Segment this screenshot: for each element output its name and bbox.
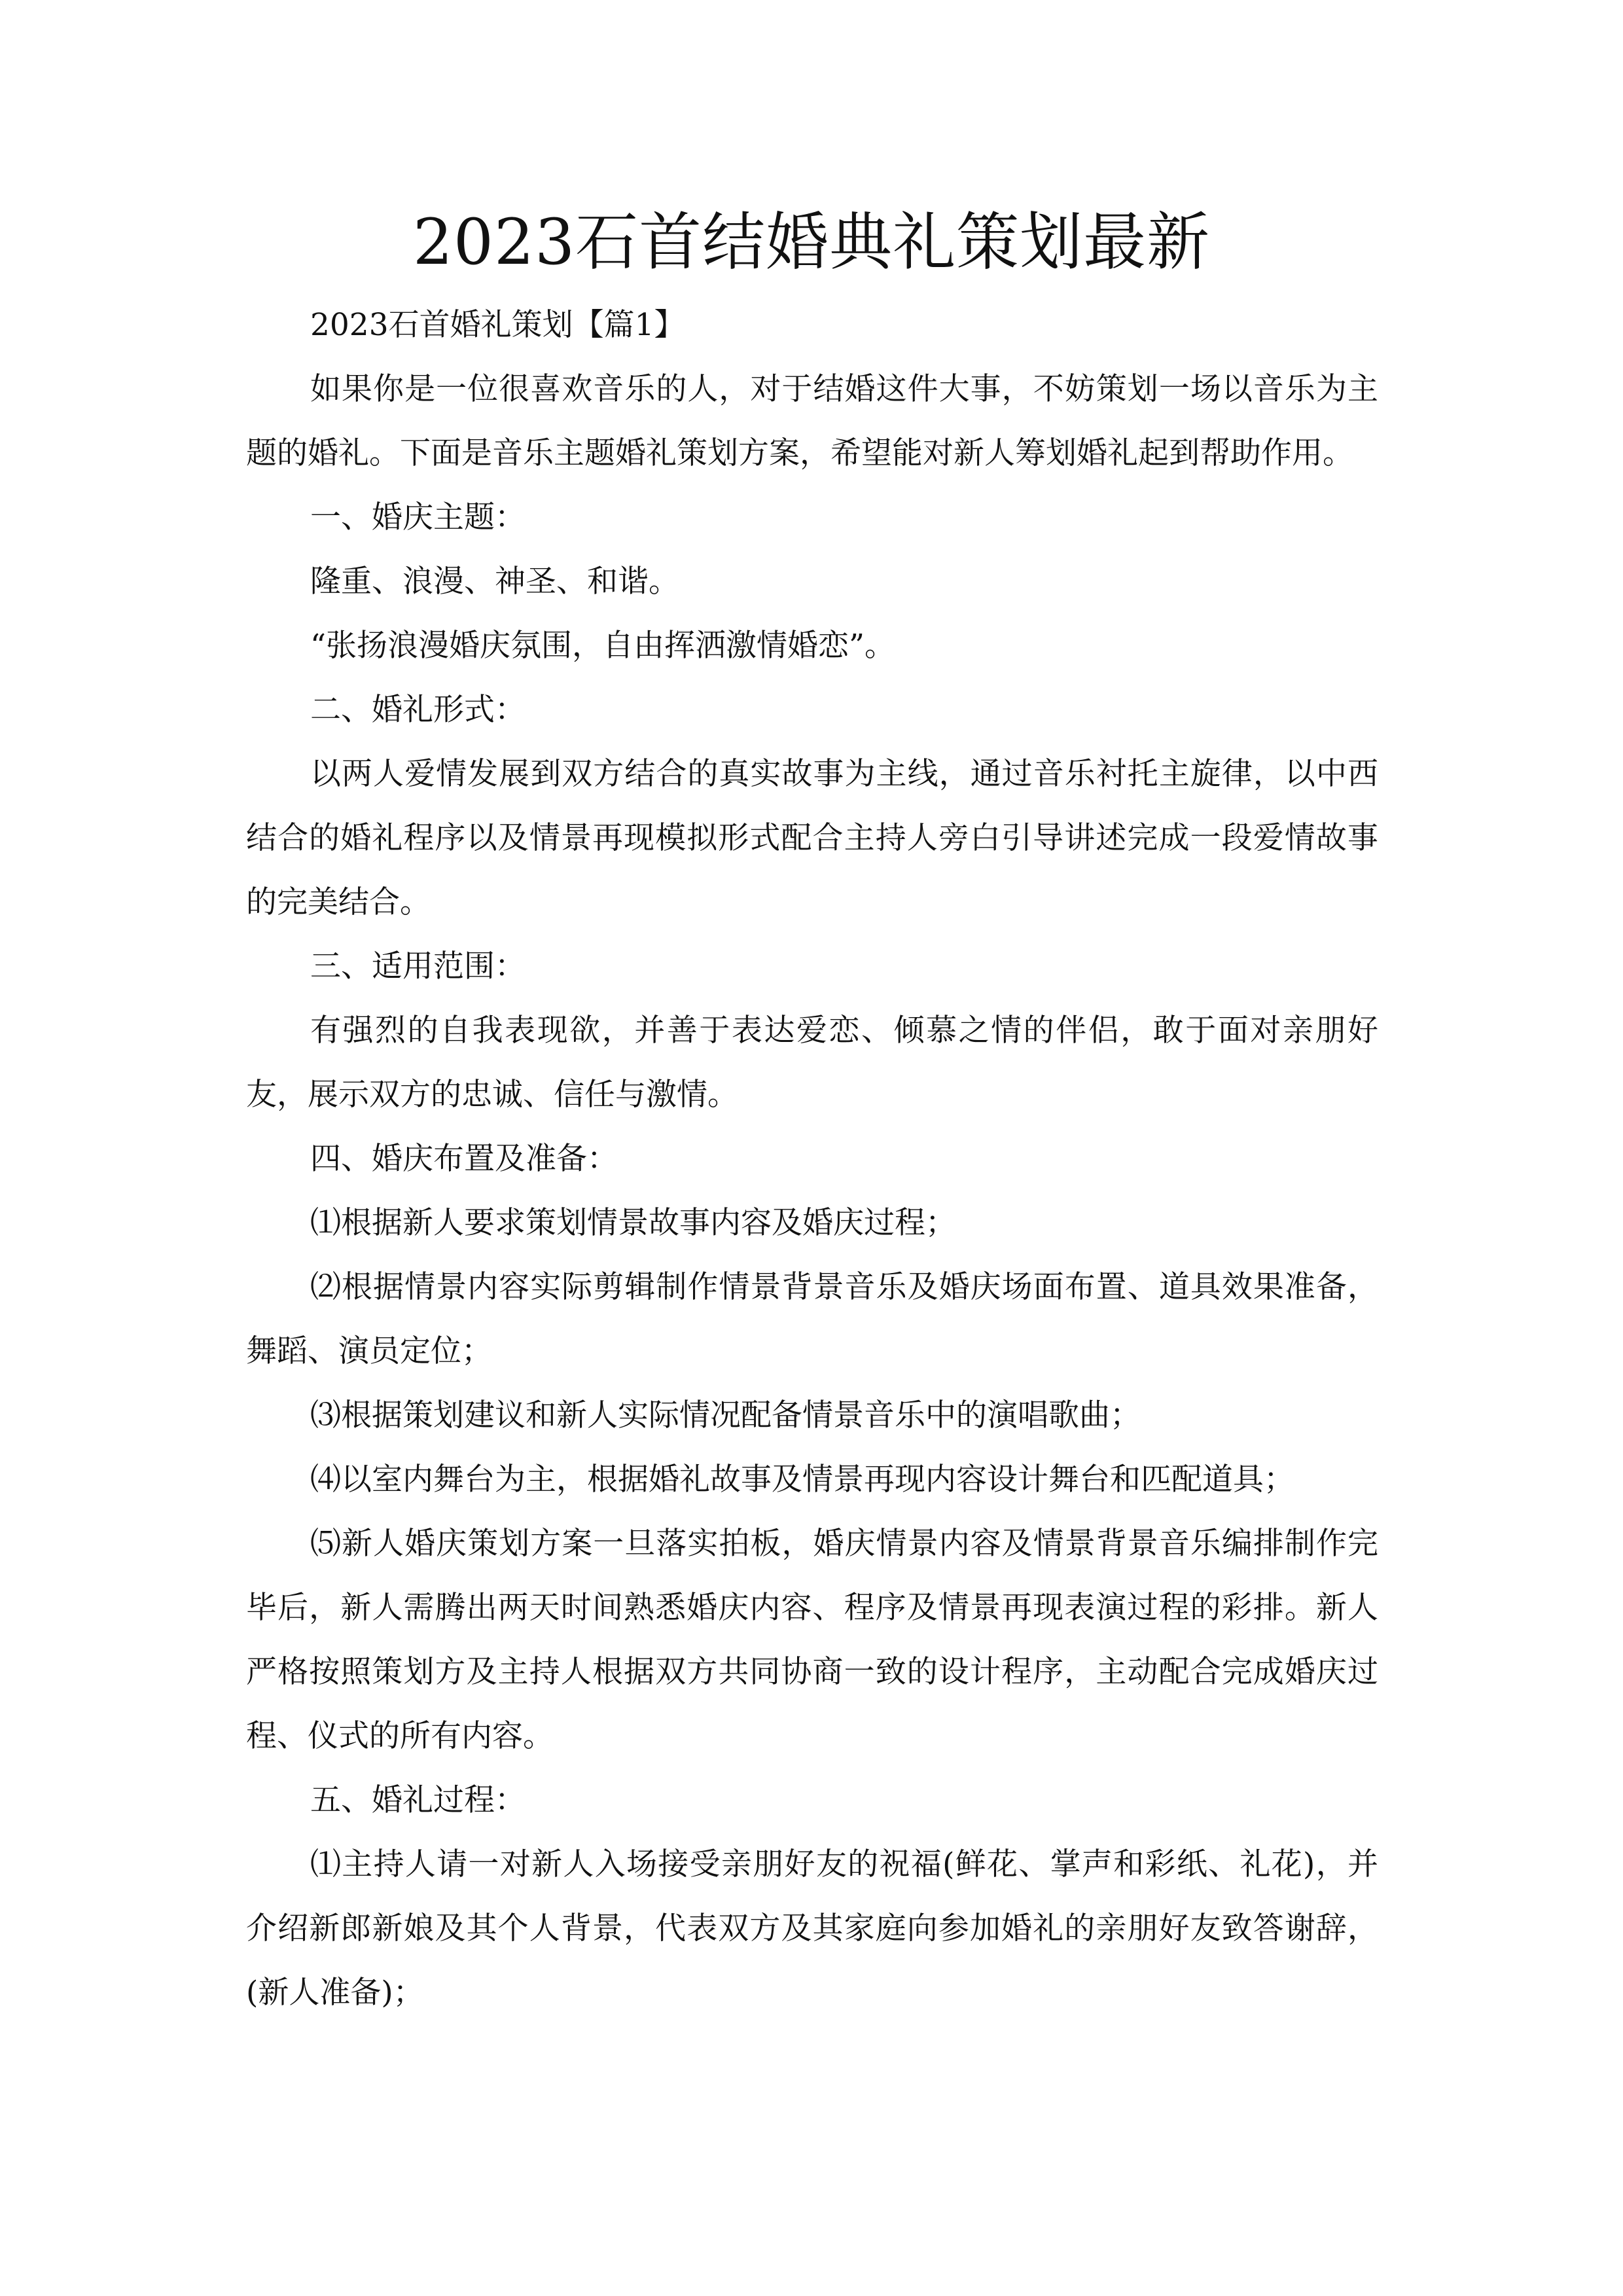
document-body (246, 293, 1378, 2025)
section-heading-part-1: 2023石首婚礼策划【篇1】 (310, 307, 685, 343)
preparation-item-4: ⑷以室内舞台为主，根据婚礼故事及情景再现内容设计舞台和匹配道具； (310, 1462, 1294, 1498)
intro-paragraph: 如果你是一位很喜欢音乐的人，对于结婚这件大事，不妨策划一场以音乐为主题的婚礼。下面是音乐主题婚礼策划方案，希望能对新人筹划婚礼起到帮助作用。 (246, 371, 1378, 471)
form-paragraph: 以两人爱情发展到双方结合的真实故事为主线，通过音乐衬托主旋律，以中西结合的婚礼程序以及情景再现模拟形式配合主持人旁白引导讲述完成一段爱情故事的完美结合。 (246, 756, 1378, 920)
theme-keywords: 隆重、浪漫、神圣、和谐。 (310, 564, 679, 600)
section-heading-process: 五、婚礼过程： (310, 1782, 526, 1818)
process-item-1: ⑴主持人请一对新人入场接受亲朋好友的祝福(鲜花、掌声和彩纸、礼花)，并介绍新郎新娘及其个人背景，代表双方及其家庭向参加婚礼的亲朋好友致答谢辞，(新人准备)； (246, 1846, 1378, 2011)
preparation-item-3: ⑶根据策划建议和新人实际情况配备情景音乐中的演唱歌曲； (310, 1397, 1141, 1433)
theme-slogan: “张扬浪漫婚庆氛围，自由挥洒激情婚恋”。 (310, 628, 896, 664)
section-heading-preparation: 四、婚庆布置及准备： (310, 1141, 618, 1177)
document-title: 2023石首结婚典礼策划最新 (412, 206, 1211, 279)
preparation-item-2: ⑵根据情景内容实际剪辑制作情景背景音乐及婚庆场面布置、道具效果准备，舞蹈、演员定位； (246, 1269, 1378, 1369)
section-heading-scope: 三、适用范围： (310, 948, 526, 984)
section-heading-form: 二、婚礼形式： (310, 692, 526, 728)
preparation-item-1: ⑴根据新人要求策划情景故事内容及婚庆过程； (310, 1205, 956, 1241)
section-heading-theme: 一、婚庆主题： (310, 499, 526, 535)
scope-paragraph: 有强烈的自我表现欲，并善于表达爱恋、倾慕之情的伴侣，敢于面对亲朋好友，展示双方的忠诚、信任与激情。 (246, 1013, 1378, 1113)
preparation-item-5: ⑸新人婚庆策划方案一旦落实拍板，婚庆情景内容及情景背景音乐编排制作完毕后，新人需腾出两天时间熟悉婚庆内容、程序及情景再现表演过程的彩排。新人严格按照策划方及主持人根据双方共同协商一致的设计程序，主动配合完成婚庆过程、仪式的所有内容。 (246, 1526, 1378, 1754)
